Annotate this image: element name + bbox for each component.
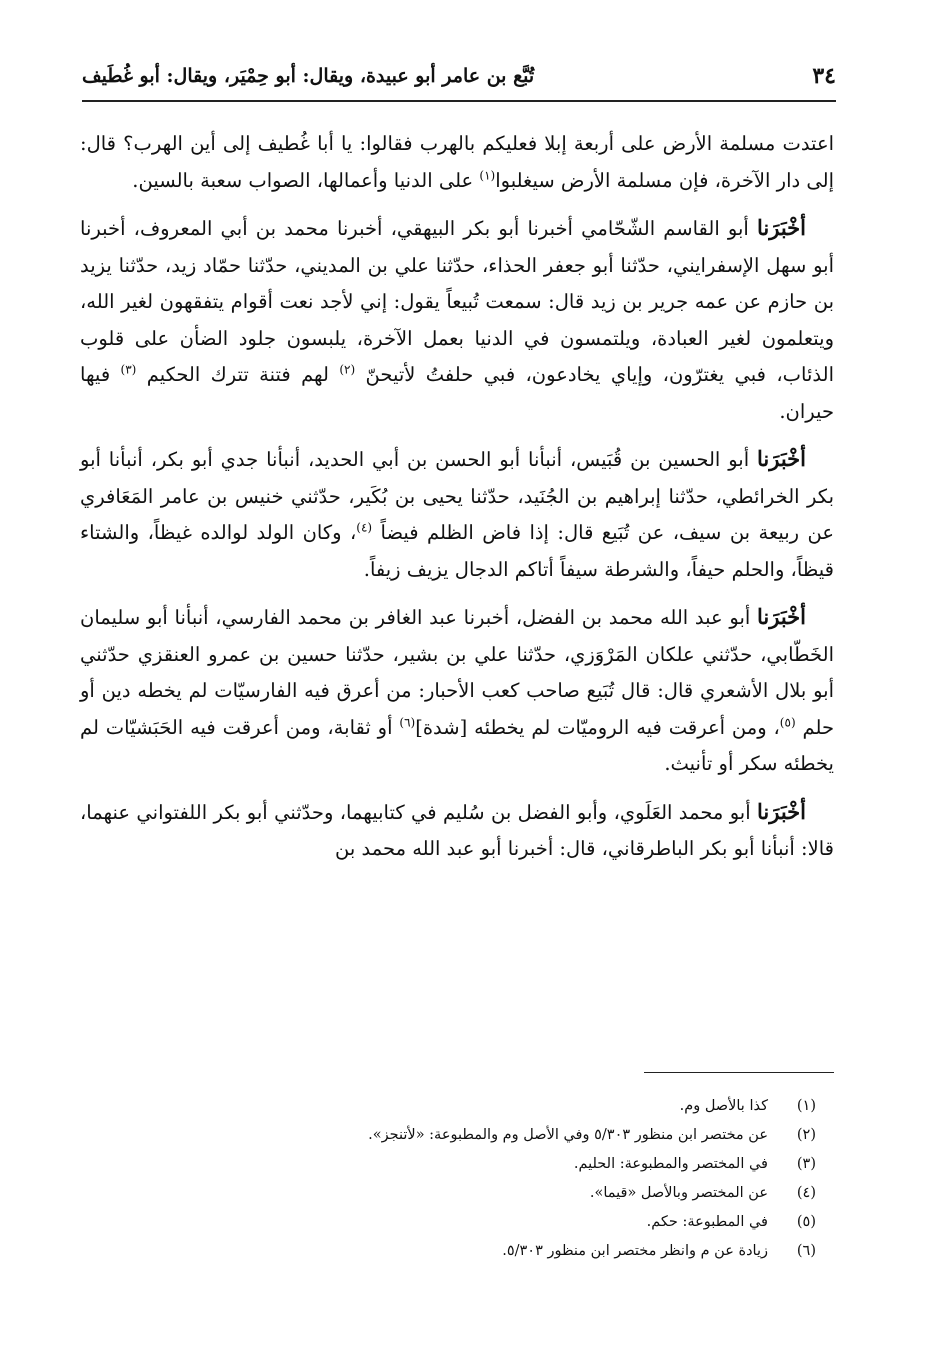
main-text bbox=[80, 126, 834, 879]
footnote-number: (٥) bbox=[796, 1214, 816, 1230]
footnote bbox=[80, 1092, 816, 1121]
footnote-ref: (٤) bbox=[356, 520, 373, 535]
footnote-number: (١) bbox=[796, 1098, 816, 1114]
footnote-ref: (٣) bbox=[120, 362, 137, 377]
paragraph bbox=[80, 599, 834, 783]
footnote-text: في المختصر والمطبوعة: الحليم. bbox=[573, 1156, 768, 1172]
page-header bbox=[82, 52, 836, 102]
paragraph-text: أبو محمد العَلَوي، وأبو الفضل بن سُليم في كتابيهما، وحدّثني أبو بكر اللفتواني عنهما، قالا: أنبأنا أبو بكر الباطرقاني، قال: أخبرنا أبو عبد الله محمد بن bbox=[80, 800, 834, 860]
paragraph bbox=[80, 441, 834, 588]
footnote-number: (٢) bbox=[796, 1127, 816, 1143]
paragraph-text: لهم فتنة تترك الحكيم bbox=[136, 363, 340, 386]
footnote-text: كذا بالأصل وم. bbox=[679, 1098, 768, 1114]
running-title: تُبَّع بن عامر أبو عبيدة، ويقال: أبو حِمْيَر، ويقال: أبو غُطَيف bbox=[82, 65, 535, 87]
narration-keyword: أخْبَرَنا bbox=[757, 798, 806, 824]
paragraph-text: أو ثقابة، ومن أعرقت فيه الحَبَشيّات لم يخطئه سكر أو تأنيث. bbox=[80, 715, 834, 775]
footnote-text: عن المختصر وبالأصل «قيما». bbox=[589, 1185, 768, 1201]
footnote-text: زيادة عن م وانظر مختصر ابن منظور ٥/٣٠٣. bbox=[502, 1243, 768, 1259]
paragraph-text: ، وكان الولد لوالده غيظاً، والشتاء قيظاً، والحلم حيفاً، والشرطة سيفاً أتاكم الدجال يزيف زيفاً. bbox=[80, 521, 834, 581]
footnote bbox=[80, 1237, 816, 1266]
footnote-text: في المطبوعة: حكم. bbox=[646, 1214, 768, 1230]
paragraph-text: على الدنيا وأعمالها، الصواب سعبة بالسين. bbox=[132, 168, 480, 192]
page-number: ٣٤ bbox=[812, 63, 836, 89]
footnote-number: (٤) bbox=[796, 1185, 816, 1201]
narration-keyword: أخْبَرَنا bbox=[757, 604, 806, 629]
paragraph bbox=[80, 126, 834, 199]
footnote bbox=[80, 1121, 816, 1150]
footnote-number: (٣) bbox=[796, 1156, 816, 1172]
narration-keyword: أخْبَرَنا bbox=[757, 215, 806, 240]
footnote-ref: (٢) bbox=[339, 362, 356, 377]
paragraph bbox=[80, 794, 834, 868]
paragraph-text: أبو القاسم الشّحّامي أخبرنا أبو بكر البيهقي، أخبرنا محمد بن أبي المعروف، أخبرنا أبو سهل الإسفرايني، حدّثنا أبو جعفر الحذاء، حدّثنا علي بن المديني، حدّثنا حمّاد زيد، حدّثنا يزيد بن حازم عن عمه جرير بن زيد قال: سمعت تُبيعاً يقول: إني لأجد نعت أقوام يتفقهون لغير الله، ويتعلمون لغير العبادة، ويلتمسون في الدنيا بعمل الآخرة، يلبسون جلود الضأن على قلوب الذئاب، فبي يغترّون، وإياي يخادعون، فبي حلفتُ لأتيحنّ bbox=[80, 217, 834, 386]
footnotes bbox=[80, 1092, 816, 1266]
footnote-ref: (٦) bbox=[399, 715, 416, 729]
footnote-number: (٦) bbox=[796, 1243, 816, 1259]
paragraph-text: أبو عبد الله محمد بن الفضل، أخبرنا عبد الغافر بن محمد الفارسي، أنبأنا أبو سليمان الخَطّابي، حدّثني علكان المَرْوَزي، حدّثنا علي بن بشير، حدّثنا حسين بن عمرو العنقزي حدّثني أبو بلال الأشعري قال: قال تُبَيع صاحب كعب الأحبار: من أعرق فيه الفارسيّات لم يخطه دين أو حلم bbox=[80, 606, 834, 739]
paragraph-text: أبو الحسين بن قُبَيس، أنبأنا أبو الحسن بن أبي الحديد، أنبأنا جدي أبو بكر، أنبأنا أبو بكر الخرائطي، حدّثنا إبراهيم بن الجُنَيد، حدّثنا يحيى بن بُكَير، حدّثني خنيس بن عامر المَعَافري عن ربيعة بن سيف، عن تُبَيع قال: إذا فاض الظلم فيضاً bbox=[80, 448, 834, 544]
footnote-ref: (٥) bbox=[779, 715, 796, 729]
footnote-ref: (١) bbox=[479, 168, 496, 182]
paragraph-text: فيها حيران. bbox=[80, 363, 834, 423]
narration-keyword: أخْبَرَنا bbox=[757, 446, 806, 471]
footnote bbox=[80, 1179, 816, 1208]
paragraph-text: اعتدت مسلمة الأرض على أربعة إبلا فعليكم بالهرب فقالوا: يا أبا غُطيف إلى أين الهرب؟ قال: إلى دار الآخرة، فإن مسلمة الأرض سيغلبوا bbox=[80, 132, 834, 192]
footnote-divider bbox=[644, 1072, 834, 1073]
footnote-text: عن مختصر ابن منظور ٥/٣٠٣ وفي الأصل وم والمطبوعة: «لأتنجز». bbox=[368, 1127, 768, 1143]
paragraph-text: ، ومن أعرقت فيه الروميّات لم يخطئه [شدة] bbox=[415, 715, 780, 739]
paragraph bbox=[80, 210, 834, 430]
footnote bbox=[80, 1150, 816, 1179]
footnote bbox=[80, 1208, 816, 1237]
